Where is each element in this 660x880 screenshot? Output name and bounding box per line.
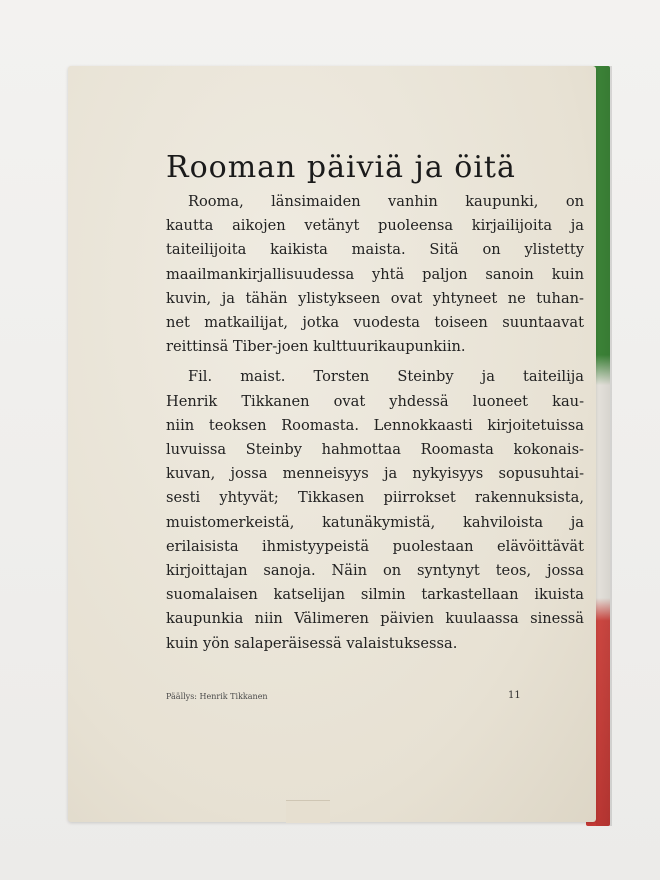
spine-shadow bbox=[596, 66, 612, 826]
text-line: sesti yhtyvät; Tikkasen piirrokset rakennuksista, bbox=[166, 489, 584, 507]
cover-credit: Päällys: Henrik Tikkanen bbox=[166, 692, 268, 701]
text-line: muistomerkeistä, katunäkymistä, kahviloista ja bbox=[166, 513, 584, 531]
text-line: kautta aikojen vetänyt puoleensa kirjailijoita ja bbox=[166, 217, 584, 235]
text-line: kuvan, jossa menneisyys ja nykyisyys sopusuhtai- bbox=[166, 465, 584, 483]
paragraph-1 bbox=[166, 190, 584, 359]
text-line: kaupunkia niin Välimeren päivien kuulaassa sinessä bbox=[166, 610, 584, 628]
catalog-number: 11 bbox=[508, 690, 521, 701]
text-line: Fil. maist. Torsten Steinby ja taiteilija bbox=[188, 368, 584, 386]
cover-tear bbox=[286, 800, 330, 823]
blurb-text bbox=[166, 190, 584, 656]
paragraph-2 bbox=[166, 365, 584, 655]
text-line: suomalaisen katselijan silmin tarkastellaan ikuista bbox=[166, 586, 584, 604]
text-line: maailmankirjallisuudessa yhtä paljon sanoin kuin bbox=[166, 265, 584, 283]
text-line: reittinsä Tiber-joen kulttuurikaupunkiin. bbox=[166, 338, 466, 356]
text-line: Rooma, länsimaiden vanhin kaupunki, on bbox=[188, 193, 584, 210]
text-line: net matkailijat, jotka vuodesta toiseen suuntaavat bbox=[166, 314, 584, 332]
text-line: erilaisista ihmistyypeistä puolestaan elävöittävät bbox=[166, 537, 584, 555]
text-line: niin teoksen Roomasta. Lennokkaasti kirjoitetuissa bbox=[166, 416, 584, 434]
text-line: kuvin, ja tähän ylistykseen ovat yhtyneet ne tuhan- bbox=[166, 289, 584, 307]
text-line: Henrik Tikkanen ovat yhdessä luoneet kau- bbox=[166, 392, 584, 410]
cover-title: Rooman päiviä ja öitä bbox=[166, 150, 516, 185]
text-line: kuin yön salaperäisessä valaistuksessa. bbox=[166, 634, 458, 652]
text-line: luvuissa Steinby hahmottaa Roomasta kokonais- bbox=[166, 441, 584, 459]
text-line: kirjoittajan sanoja. Näin on syntynyt teos, jossa bbox=[166, 562, 584, 580]
text-line: taiteilijoita kaikista maista. Sitä on ylistetty bbox=[166, 241, 584, 259]
